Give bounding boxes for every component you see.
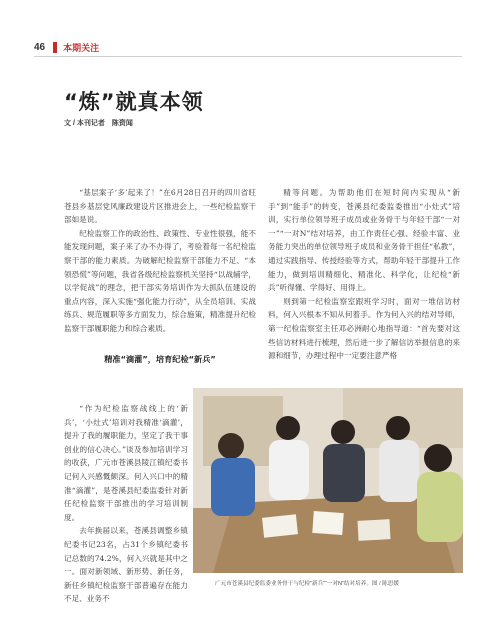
- article-column-left-lower: [64, 402, 188, 606]
- section-label: 本期关注: [63, 42, 100, 53]
- paragraph: “基层案子‘多’起来了！”在6月28日召开的四川省旺苍县乡基层党风廉政建设片区推进会上，一些纪检监察干部如是说。: [64, 188, 256, 225]
- paragraph: 则到第一纪检监察室跟班学习时，面对一堆信访材料，何入兴根本不知从何着手。作为何入兴的结对导师，第一纪检监察室主任邓必洲耐心地指导道：“首先要对这些信访材料进行梳理，然后进一步了解信访举报信息的来源和细节，办理过程中一定要注意严格: [268, 296, 460, 361]
- paragraph: 纪检监察工作的政治性、政策性、专业性很强，能不能发现问题，案子来了办不办得了，考验着每一名纪检监察干部的能力素质。为破解纪检监察干部能力不足、“本领恐慌”等问题，我省各级纪检监察机关坚持“以战辅学，以学促战”的理念，把干部实务培训作为大抓队伍建设的重点内容，深入实施“强化能力行动”，从全员培训、实战练兵、规范履职等多方面发力，综合施策，精准提升纪检监察干部履职能力和综合素质。: [64, 228, 256, 333]
- header-divider: [34, 56, 462, 57]
- article-subheading: 精准“滴灌”，培育纪检“新兵”: [104, 354, 216, 364]
- article-byline: 文 / 本刊记者 陈资闻: [64, 120, 133, 127]
- page-number: 46: [34, 41, 46, 53]
- paragraph: “作为纪检监察战线上的‘新兵’，‘小灶式’培训对我精准‘滴灌’，提升了我的履职能力，坚定了我干事创业的信心决心。”谈及参加培训学习的收获，广元市苍溪县陵江镇纪委书记何入兴感慨颇深。何入兴口中的精准“滴灌”，是苍溪县纪委监委针对新任纪检监察干部推出的学习培训制度。: [64, 404, 188, 522]
- page-header: [34, 40, 99, 54]
- article-column-right: [268, 186, 460, 363]
- meeting-photo-illustration: [193, 388, 463, 573]
- paragraph: 去年换届以来，苍溪县调整乡镇纪委书记23名，占31个乡镇纪委书记总数的74.2%，何入兴就是其中之一。面对新领域、新形势、新任务，新任乡镇纪检监察干部普遍存在能力不足、业务不: [64, 526, 188, 604]
- article-photo: [193, 388, 463, 573]
- photo-caption: 广元市苍溪县纪委监委业务骨干与纪检“新兵”“一对N”结对培养。图 / 陈思媛: [215, 581, 399, 587]
- paragraph: 精等问题。为帮助他们在短时间内实现从“新手”到“能手”的转变，苍溪县纪委监委推出“小灶式”培训，实行单位领导班子成员或业务骨干与年轻干部“一对一”“一对N”结对培养，由工作责任心强、经验丰富、业务能力突出的单位领导班子成员和业务骨干担任“私教”，通过实践指导、传授经验等方式，帮助年轻干部提升工作能力，做到培训精细化、精准化、科学化，让纪检“新兵”听得懂、学得好、用得上。: [268, 188, 460, 293]
- section-marker: [53, 42, 57, 53]
- article-column-left: [64, 186, 256, 336]
- article-title: “炼”就真本领: [64, 90, 204, 114]
